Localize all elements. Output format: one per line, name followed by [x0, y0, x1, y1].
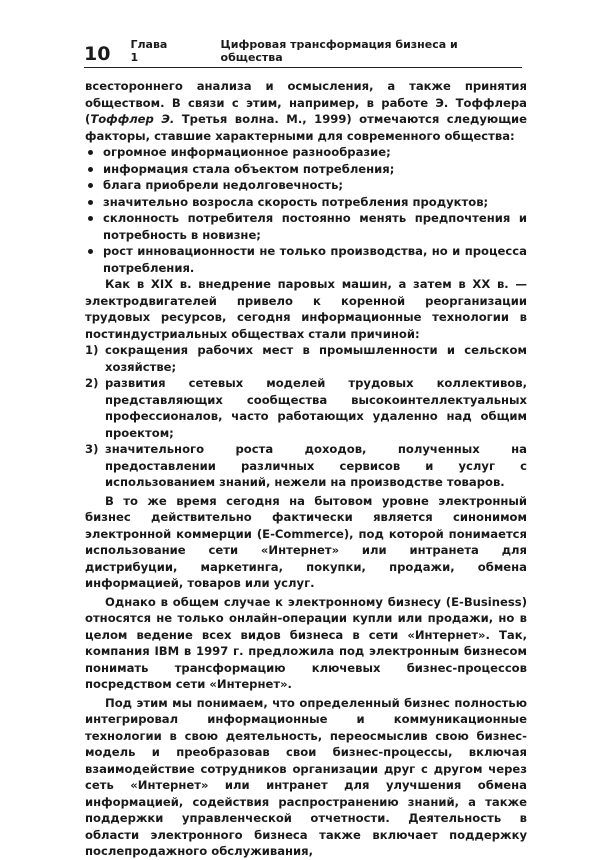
factors-list	[85, 144, 527, 276]
reasons-list	[85, 342, 527, 491]
list-item	[85, 243, 527, 276]
list-item-text: блага приобрели недолговечность;	[103, 178, 344, 192]
bullet-icon	[88, 249, 93, 254]
list-item	[85, 210, 527, 243]
bullet-icon	[88, 183, 93, 188]
paragraph-industrial: Как в XIX в. внедрение паровых машин, а затем в XX в. — электродвигателей привело к коренной реорганизации трудовых ресурсов, сегодня информационные технологии в постиндустриальных обществах стали причиной:	[85, 277, 527, 341]
bullet-icon	[88, 216, 93, 221]
list-item-text: развития сетевых моделей трудовых коллективов, представляющих сообщества высокоинтеллектуальных профессионалов, часто работающих удаленно над общим проектом;	[105, 376, 527, 440]
list-number: 1)	[85, 343, 99, 357]
list-item	[85, 144, 527, 161]
list-number: 2)	[85, 376, 99, 390]
paragraph-intro	[85, 78, 527, 144]
paragraph-intro-text: всестороннего анализа и осмысления, а также принятия обществом. В связи с этим, например, в работе Э. Тоффлера (	[85, 79, 527, 126]
list-item	[85, 161, 527, 178]
running-title: Цифровая трансформация бизнеса и общества	[220, 38, 458, 64]
chapter-label: Глава 1	[130, 38, 168, 64]
list-item	[85, 441, 527, 491]
list-item-text: сокращения рабочих мест в промышленности и сельском хозяйстве;	[105, 343, 527, 374]
list-item	[85, 177, 527, 194]
list-item-text: рост инновационности не только производства, но и процесса потребления.	[103, 244, 527, 275]
page-number: 10	[84, 43, 111, 65]
paragraph-definition: Под этим мы понимаем, что определенный бизнес полностью интегрировал информационные и коммуникационные технологии в свою деятельность, переосмыслив свою бизнес-модель и преобразовав свои бизнес-процессы, включая взаимодействие сотрудников организации друг с другом через сеть «Интернет» или интранет для улучшения обмена информацией, содействия распространению знаний, а также поддержки управленческой отчетности. Деятельность в области электронного бизнеса также включает поддержку послепродажного обслуживания,	[85, 695, 527, 858]
bullet-icon	[88, 167, 93, 172]
list-item	[85, 342, 527, 375]
page-header	[84, 36, 522, 68]
page-body	[85, 78, 527, 860]
paragraph-ecommerce: В то же время сегодня на бытовом уровне электронный бизнес действительно фактически является синонимом электронной коммерции (E-Commerce), под которой понимается использование сети «Интернет» или интранета для дистрибуции, маркетинга, покупки, продажи, обмена информацией, товаров или услуг.	[85, 493, 527, 590]
bullet-icon	[88, 200, 93, 205]
list-item-text: значительно возросла скорость потребления продуктов;	[103, 194, 489, 209]
list-item-text: информация стала объектом потребления;	[103, 161, 395, 176]
paragraph-ebusiness: Однако в общем случае к электронному бизнесу (E-Business) относятся не только онлайн-операции купли или продажи, но в целом ведение всех видов бизнеса в сети «Интернет». Так, компания IBM в 1997 г. предложила под электронным бизнесом понимать трансформацию ключевых бизнес-процессов посредством сети «Интернет».	[85, 594, 527, 691]
paragraph-intro-tail: Третья волна. М., 1999) отмечаются следующие факторы, ставшие характерными для современного общества:	[85, 112, 527, 143]
list-item	[85, 194, 527, 211]
list-item-text: значительного роста доходов, полученных на предоставлении различных сервисов и услуг с использованием знаний, нежели на производстве товаров.	[105, 442, 527, 489]
list-item-text: огромное информационное разнообразие;	[103, 145, 391, 159]
list-item-text: склонность потребителя постоянно менять предпочтения и потребность в новизне;	[103, 211, 527, 242]
list-item	[85, 375, 527, 441]
bullet-icon	[88, 150, 93, 155]
list-number: 3)	[85, 442, 99, 456]
citation-author: Тоффлер Э.	[90, 112, 175, 126]
